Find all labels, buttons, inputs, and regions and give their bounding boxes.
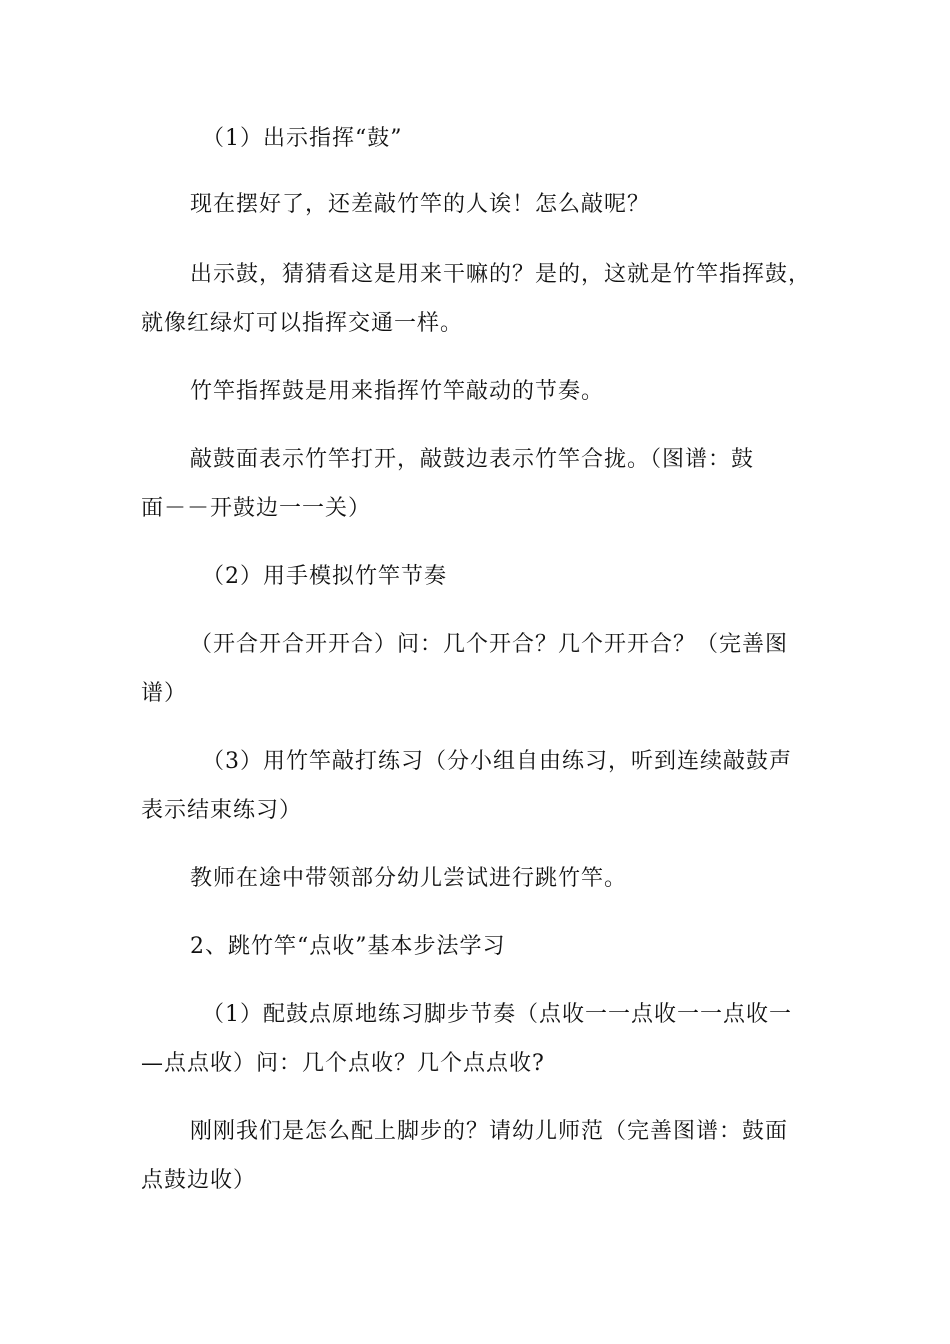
text-line: （开合开合开开合）问：几个开合？几个开开合？（完善图 xyxy=(190,632,789,657)
paragraph-hand-simulation xyxy=(190,552,858,601)
paragraph-drum-face-edge xyxy=(141,435,809,533)
text-line: 教师在途中带领部分幼儿尝试进行跳竹竿。 xyxy=(190,866,628,891)
text-line: 点鼓边收） xyxy=(141,1168,257,1193)
paragraph-drum-purpose xyxy=(190,367,858,416)
paragraph-teacher-leads xyxy=(190,854,858,903)
paragraph-how-to-strike xyxy=(190,180,858,229)
text-line: （1）配鼓点原地练习脚步节奏（点收一一点收一一点收一 xyxy=(190,1002,792,1027)
section-heading-dianshou xyxy=(190,922,858,971)
text-line: 2、跳竹竿“点收”基本步法学习 xyxy=(190,934,506,959)
text-line: （2）用手模拟竹竿节奏 xyxy=(190,564,447,589)
paragraph-bamboo-practice xyxy=(141,737,809,835)
paragraph-open-close xyxy=(141,620,809,718)
text-line: （3）用竹竿敲打练习（分小组自由练习，听到连续敲鼓声 xyxy=(190,749,792,774)
text-line: 出示鼓，猜猜看这是用来干嘛的？是的，这就是竹竿指挥鼓， xyxy=(190,262,812,287)
paragraph-show-drum xyxy=(190,114,858,163)
text-line: 谱） xyxy=(141,681,188,706)
text-line: 面－－开鼓边一一关） xyxy=(141,496,372,521)
paragraph-guess-drum xyxy=(141,250,812,348)
text-line: 竹竿指挥鼓是用来指挥竹竿敲动的节奏。 xyxy=(190,379,605,404)
text-line: —点点收）问：几个点收？几个点点收? xyxy=(141,1051,545,1076)
paragraph-footstep-rhythm xyxy=(141,990,809,1088)
text-line: 敲鼓面表示竹竿打开，敲鼓边表示竹竿合拢。（图谱：鼓 xyxy=(190,447,755,472)
text-line: 刚刚我们是怎么配上脚步的？请幼儿师范（完善图谱：鼓面 xyxy=(190,1119,789,1144)
text-line: 现在摆好了，还差敲竹竿的人诶！怎么敲呢？ xyxy=(190,192,651,217)
text-line: （1）出示指挥“鼓” xyxy=(190,126,403,151)
text-line: 表示结束练习） xyxy=(141,798,303,823)
paragraph-demonstration xyxy=(141,1107,809,1205)
text-line: 就像红绿灯可以指挥交通一样。 xyxy=(141,311,464,336)
